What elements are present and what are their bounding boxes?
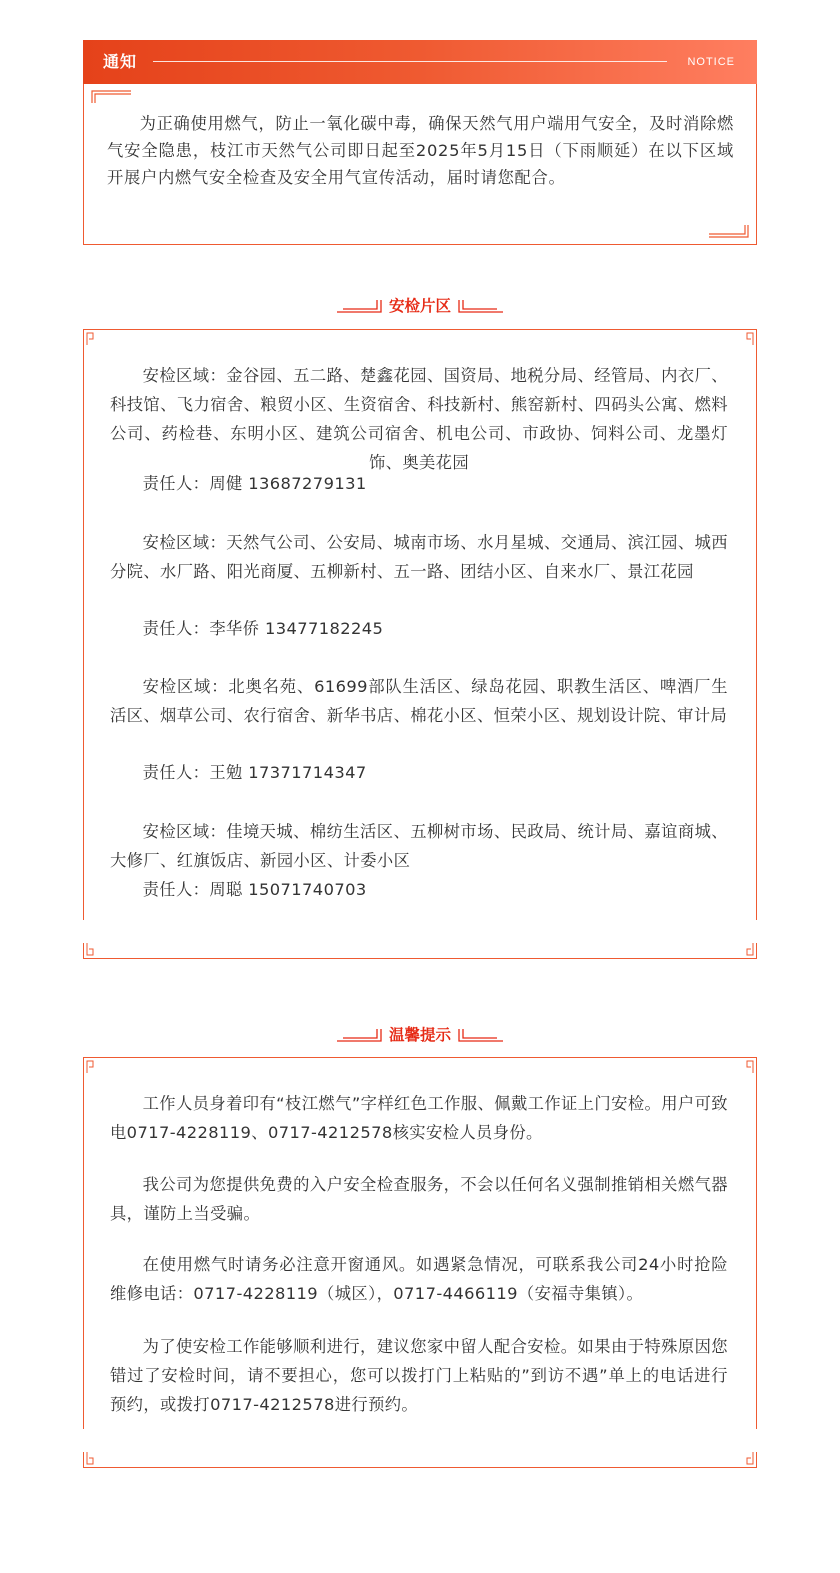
frame-corner-icon <box>83 1057 99 1073</box>
notice-title: 通知 <box>103 52 138 71</box>
tips-section-title: 温馨提示 <box>388 1026 451 1044</box>
frame-corner-icon <box>741 1057 757 1073</box>
frame-corner-icon <box>741 329 757 345</box>
tip-1: 工作人员身着印有“枝江燃气”字样红色工作服、佩戴工作证上门安检。用户可致电0717-4228119、0717-4212578核实安检人员身份。 <box>110 1094 728 1142</box>
corner-ornament-top-left <box>91 90 131 104</box>
title-decoration-right-icon <box>455 298 503 314</box>
zones-section-header <box>0 294 840 318</box>
zones-section-title: 安检片区 <box>388 297 451 315</box>
zone-1-person: 责任人：周健 13687279131 <box>142 474 367 493</box>
frame-corner-icon <box>83 1452 99 1468</box>
zone-4-area: 安检区域：佳境天城、棉纺生活区、五柳树市场、民政局、统计局、嘉谊商城、大修厂、红旗饭店、新园小区、计委小区 <box>110 822 728 870</box>
zone-3-person: 责任人：王勉 17371714347 <box>142 763 367 782</box>
zone-1-area: 安检区域：金谷园、五二路、楚鑫花园、国资局、地税分局、经管局、内衣厂、科技馆、飞力宿舍、粮贸小区、生资宿舍、科技新村、熊窑新村、四码头公寓、燃料公司、药检巷、东明小区、建筑公司宿舍、机电公司、市政协、饲料公司、龙墨灯饰、奥美花园 <box>110 366 728 472</box>
zone-3-area: 安检区域：北奥名苑、61699部队生活区、绿岛花园、职教生活区、啤酒厂生活区、烟草公司、农行宿舍、新华书店、棉花小区、恒荣小区、规划设计院、审计局 <box>110 677 728 725</box>
notice-text: 为正确使用燃气，防止一氧化碳中毒，确保天然气用户端用气安全，及时消除燃气安全隐患，枝江市天然气公司即日起至2025年5月15日（下雨顺延）在以下区域开展户内燃气安全检查及安全用气宣传活动，届时请您配合。 <box>107 114 734 187</box>
notice-header <box>83 40 757 84</box>
zone-2-person: 责任人：李华侨 13477182245 <box>142 619 384 638</box>
zone-4-person: 责任人：周聪 15071740703 <box>142 880 367 899</box>
tip-2: 我公司为您提供免费的入户安全检查服务，不会以任何名义强制推销相关燃气器具，谨防上当受骗。 <box>110 1175 728 1223</box>
title-decoration-right-icon <box>455 1027 503 1043</box>
corner-ornament-bottom-right <box>709 224 749 238</box>
tip-3: 在使用燃气时请务必注意开窗通风。如遇紧急情况，可联系我公司24小时抢险维修电话：0717-4228119（城区），0717-4466119（安福寺集镇）。 <box>110 1255 728 1303</box>
frame-corner-icon <box>83 329 99 345</box>
frame-corner-icon <box>741 1452 757 1468</box>
notice-divider <box>153 61 667 62</box>
tips-section-header <box>0 1023 840 1047</box>
notice-title-en: NOTICE <box>687 56 735 68</box>
notice-body <box>83 84 757 245</box>
zone-2-area: 安检区域：天然气公司、公安局、城南市场、水月星城、交通局、滨江园、城西分院、水厂路、阳光商厦、五柳新村、五一路、团结小区、自来水厂、景江花园 <box>110 533 728 581</box>
frame-corner-icon <box>741 943 757 959</box>
tip-4: 为了使安检工作能够顺利进行，建议您家中留人配合安检。如果由于特殊原因您错过了安检时间，请不要担心，您可以拨打门上粘贴的”到访不遇”单上的电话进行预约，或拨打0717-4212578进行预约。 <box>110 1337 728 1414</box>
frame-corner-icon <box>83 943 99 959</box>
